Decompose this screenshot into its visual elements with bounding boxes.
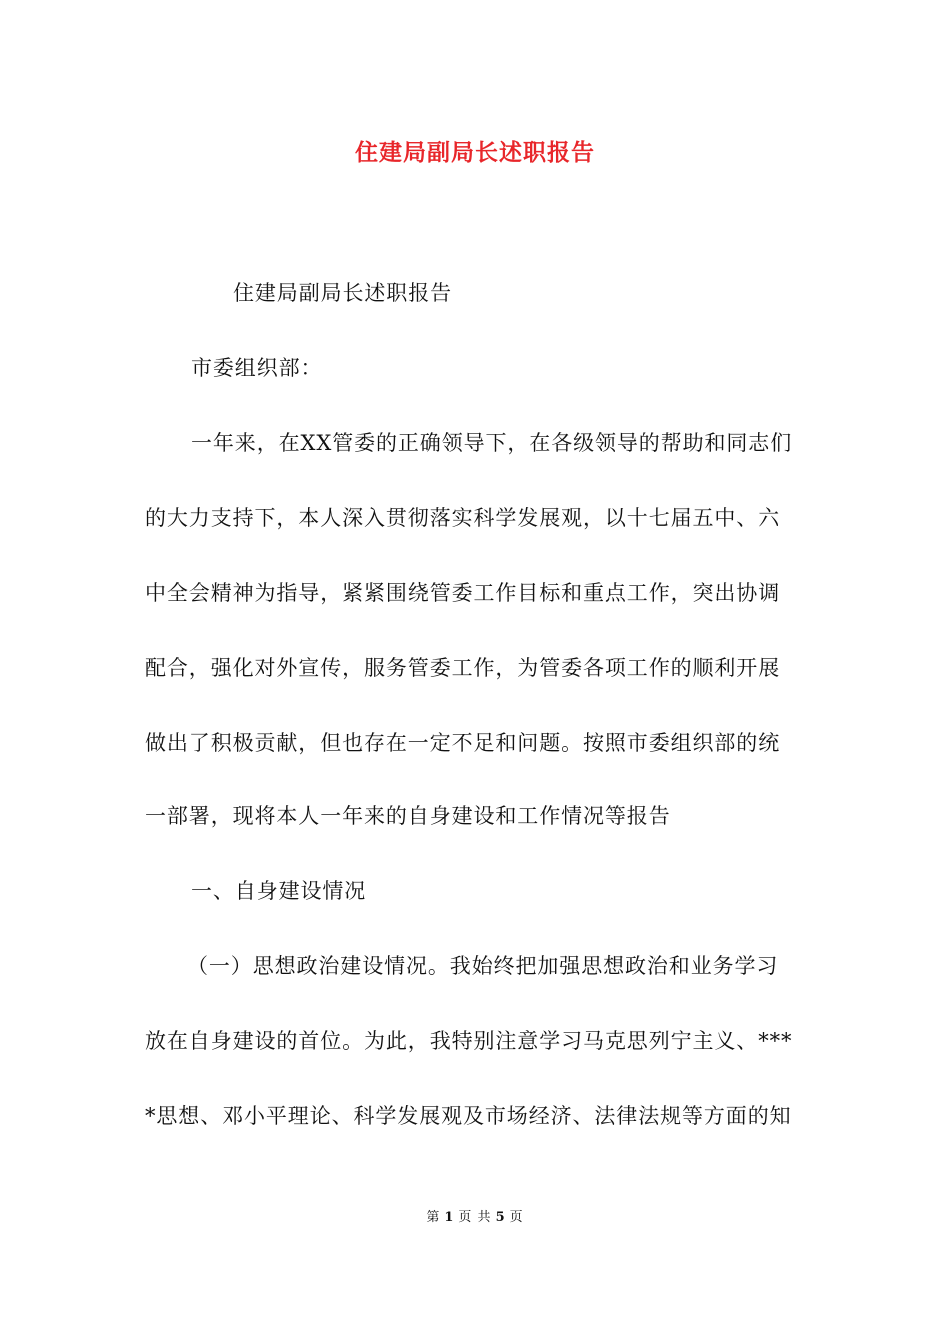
paragraph-line: 中全会精神为指导，紧紧围绕管委工作目标和重点工作，突出协调: [145, 581, 781, 605]
paragraph-line: *思想、邓小平理论、科学发展观及市场经济、法律法规等方面的知: [145, 1104, 792, 1128]
paragraph-line: 放在自身建设的首位。为此，我特别注意学习马克思列宁主义、***: [145, 1029, 793, 1053]
paragraph-line: 配合，强化对外宣传，服务管委工作，为管委各项工作的顺利开展: [145, 656, 781, 680]
section-heading: 一、自身建设情况: [191, 879, 367, 903]
paragraph-line: 的大力支持下，本人深入贯彻落实科学发展观，以十七届五中、六: [145, 506, 781, 530]
paragraph-line: 做出了积极贡献，但也存在一定不足和问题。按照市委组织部的统: [145, 731, 781, 755]
footer-total-pages: 5: [495, 1210, 506, 1225]
footer-middle: 页 共: [458, 1210, 492, 1225]
page-footer: [0, 1208, 950, 1228]
document-title: 住建局副局长述职报告: [355, 139, 595, 166]
salutation: 市委组织部：: [191, 356, 323, 380]
footer-prefix: 第: [426, 1210, 441, 1225]
footer-suffix: 页: [509, 1210, 524, 1225]
paragraph-line: （一）思想政治建设情况。我始终把加强思想政治和业务学习: [187, 954, 779, 978]
paragraph-line: 一部署，现将本人一年来的自身建设和工作情况等报告: [145, 804, 671, 828]
footer-page-number: 1: [444, 1210, 455, 1225]
body-subtitle: 住建局副局长述职报告: [233, 281, 452, 305]
paragraph-line: 一年来，在XX管委的正确领导下，在各级领导的帮助和同志们: [191, 431, 793, 455]
